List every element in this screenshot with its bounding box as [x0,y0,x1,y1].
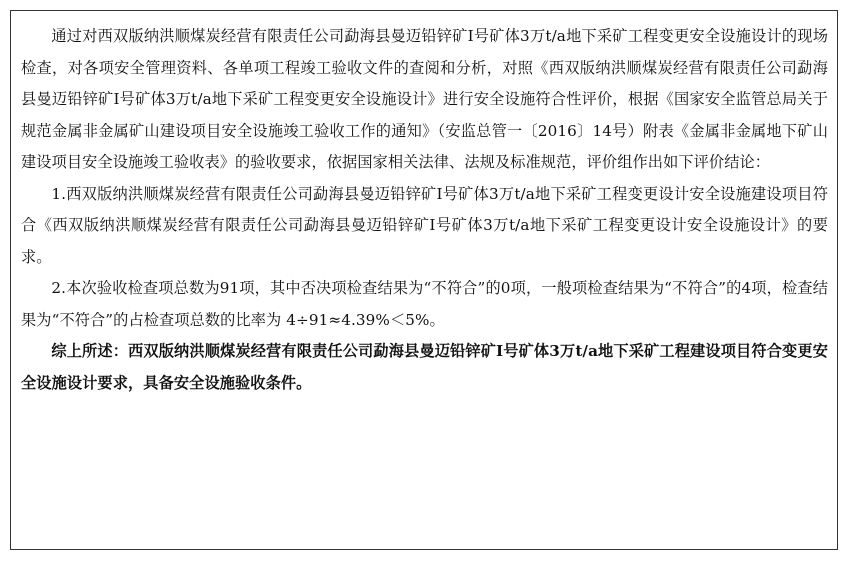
intro-paragraph: 通过对西双版纳洪顺煤炭经营有限责任公司勐海县曼迈铅锌矿Ⅰ号矿体3万t/a地下采矿工程变更安全设施设计的现场检查，对各项安全管理资料、各单项工程竣工验收文件的查阅和分析，对照《西双版纳洪顺煤炭经营有限责任公司勐海县曼迈铅锌矿Ⅰ号矿体3万t/a地下采矿工程变更安全设施设计》进行安全设施符合性评价，根据《国家安全监管总局关于规范金属非金属矿山建设项目安全设施竣工验收工作的通知》（安监总管一〔2016〕14号）附表《金属非金属地下矿山建设项目安全设施竣工验收表》的验收要求，依据国家相关法律、法规及标准规范，评价组作出如下评价结论： [21,27,828,171]
conclusion-item-2: 2.本次验收检查项总数为91项，其中否决项检查结果为“不符合”的0项，一般项检查结果为“不符合”的4项，检查结果为“不符合”的占检查项总数的比率为 4÷91≈4.39%＜5%。 [21,279,828,329]
document-frame [10,10,838,550]
conclusion-item-1: 1.西双版纳洪顺煤炭经营有限责任公司勐海县曼迈铅锌矿Ⅰ号矿体3万t/a地下采矿工程变更设计安全设施建设项目符合《西双版纳洪顺煤炭经营有限责任公司勐海县曼迈铅锌矿Ⅰ号矿体3万t/a地下采矿工程变更设计安全设施设计》的要求。 [21,184,828,266]
summary-conclusion: 综上所述：西双版纳洪顺煤炭经营有限责任公司勐海县曼迈铅锌矿Ⅰ号矿体3万t/a地下采矿工程建设项目符合变更安全设施设计要求，具备安全设施验收条件。 [21,342,828,392]
